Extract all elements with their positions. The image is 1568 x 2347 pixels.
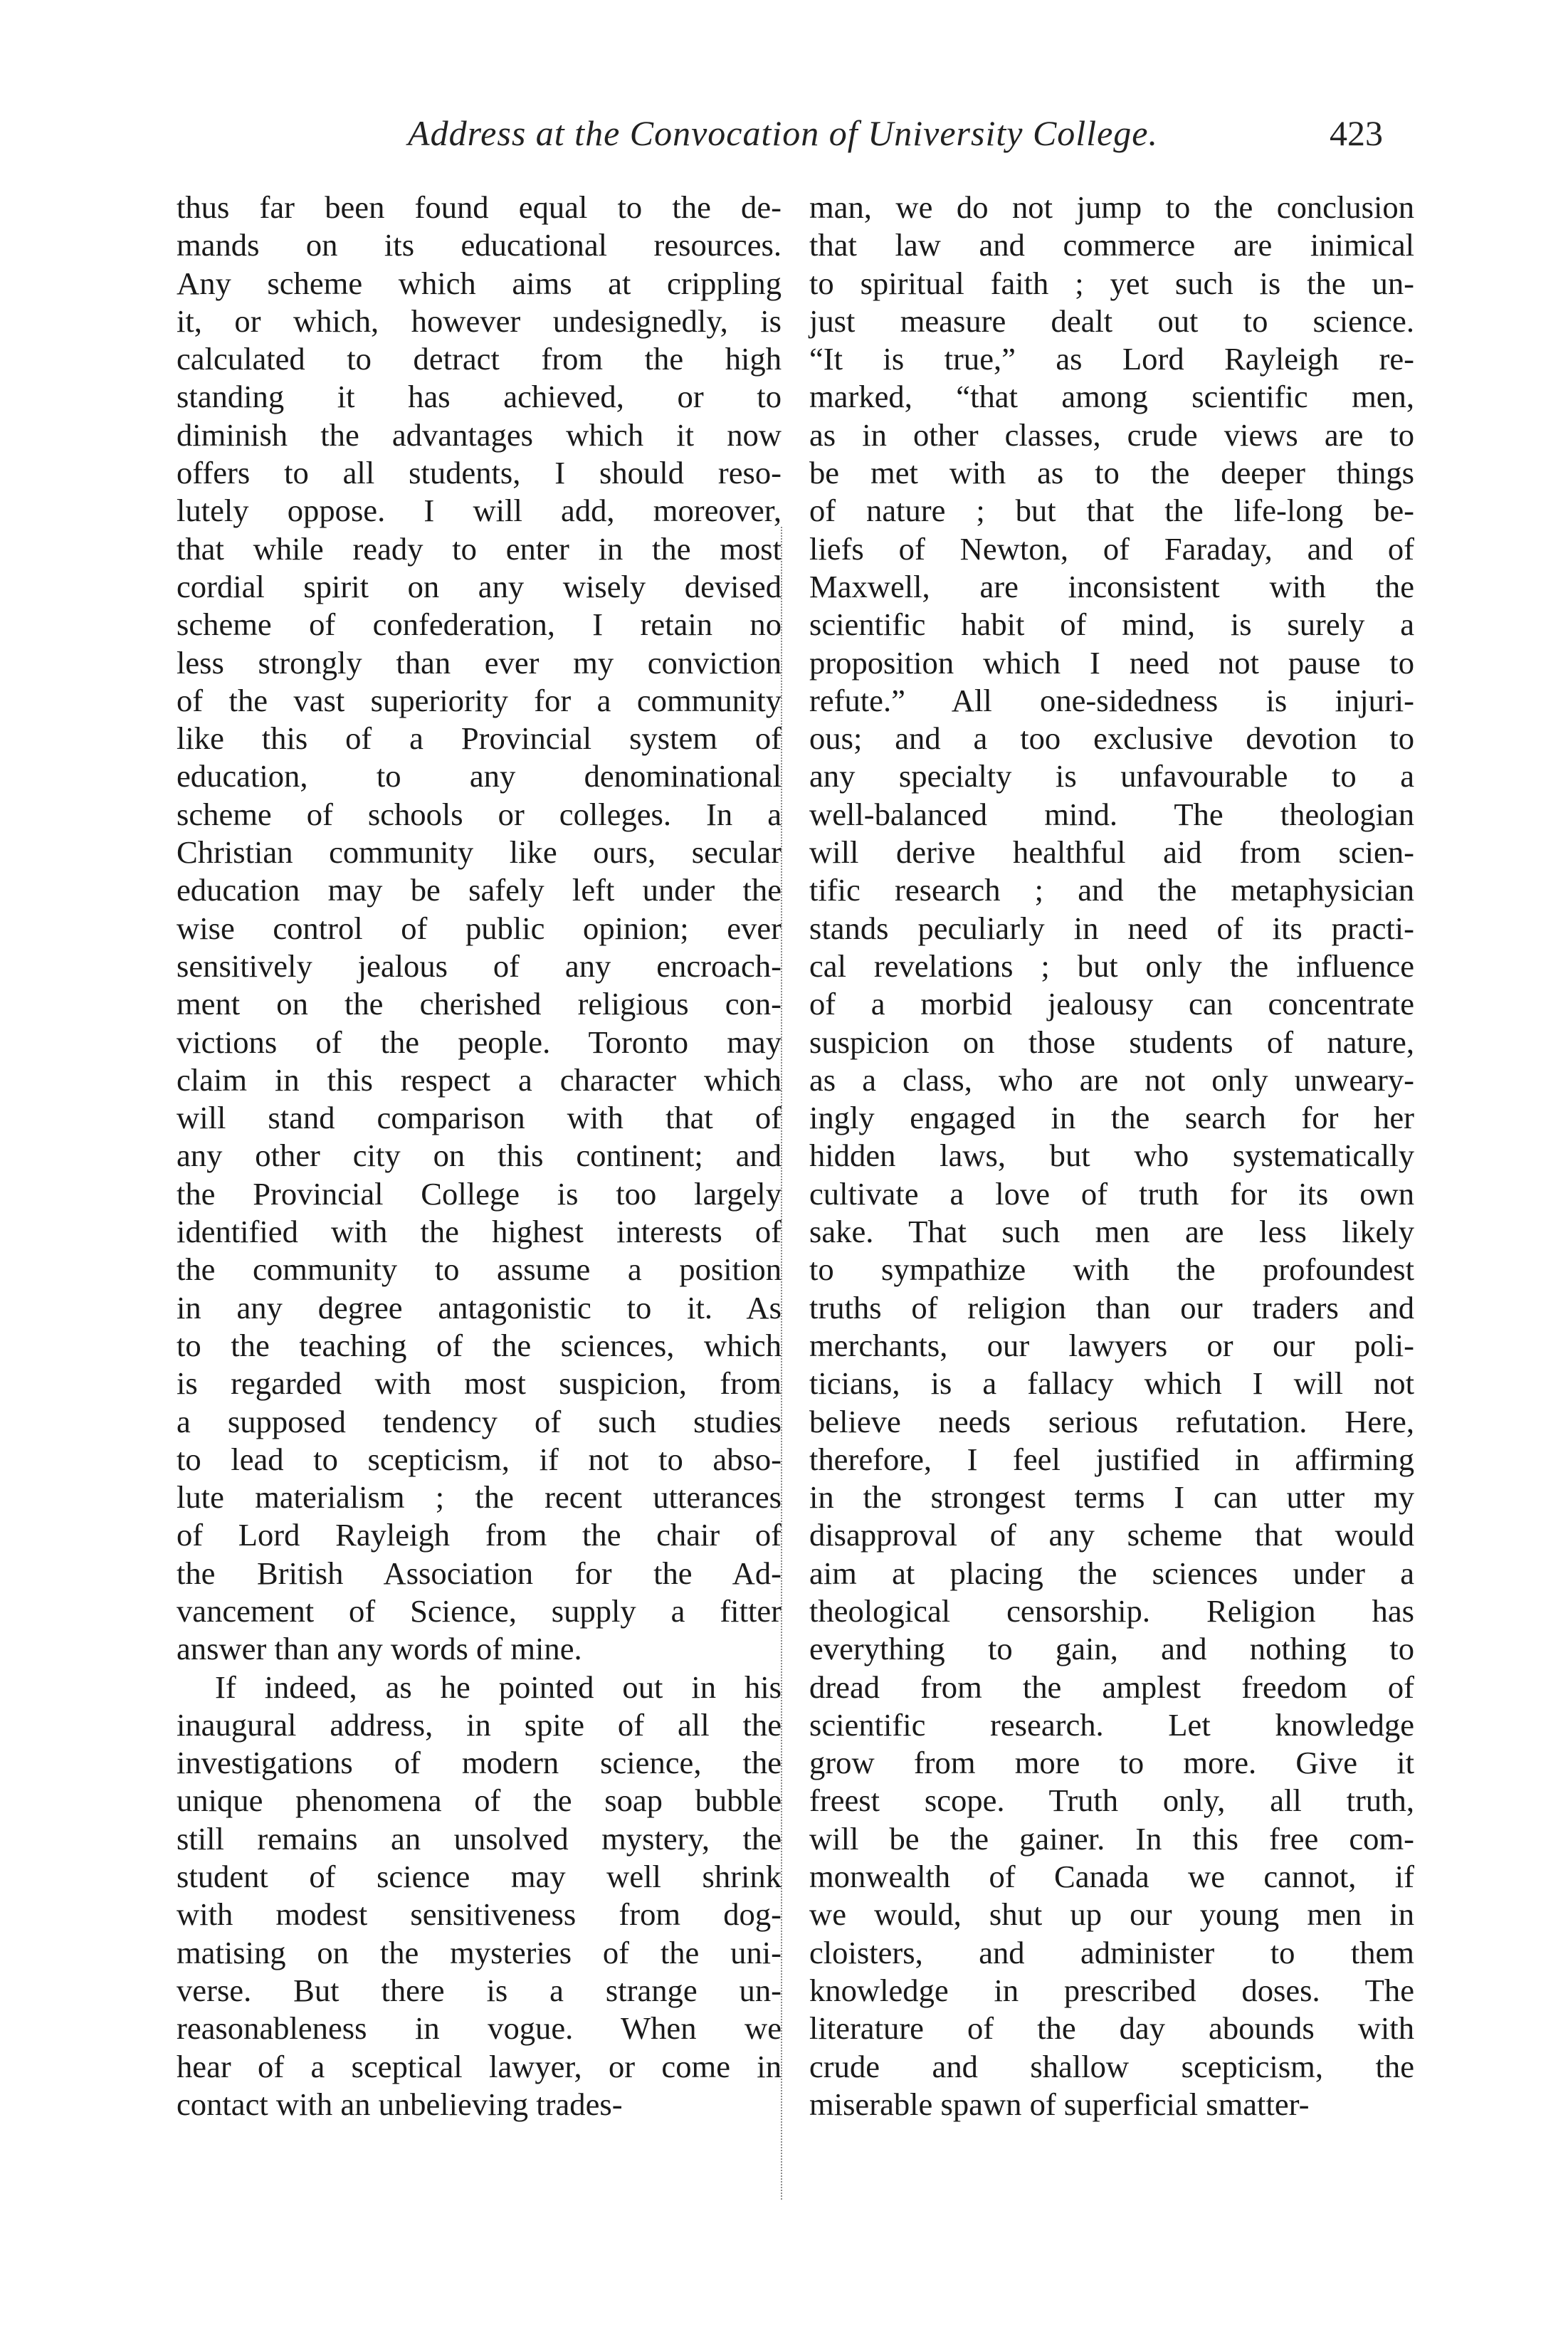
text-line: scheme of confederation, I retain no bbox=[177, 607, 782, 643]
text-line: knowledge in prescribed doses. The bbox=[809, 1972, 1414, 2008]
text-line: be met with as to the deeper things bbox=[809, 455, 1414, 491]
text-line: as in other classes, crude views are to bbox=[809, 416, 1414, 453]
text-line: monwealth of Canada we cannot, if bbox=[809, 1859, 1414, 1895]
text-line: as a class, who are not only unweary- bbox=[809, 1061, 1414, 1098]
text-line: still remains an unsolved mystery, the bbox=[177, 1820, 782, 1857]
text-line: to the teaching of the sciences, which bbox=[177, 1327, 782, 1363]
text-line: to sympathize with the profoundest bbox=[809, 1251, 1414, 1288]
text-line: diminish the advantages which it now bbox=[177, 416, 782, 453]
column-divider bbox=[781, 527, 782, 2200]
text-line: the Provincial College is too largely bbox=[177, 1175, 782, 1212]
text-line: unique phenomena of the soap bubble bbox=[177, 1782, 782, 1819]
text-line: just measure dealt out to science. bbox=[809, 303, 1414, 339]
text-line: wise control of public opinion; ever bbox=[177, 910, 782, 946]
text-line: theological censorship. Religion has bbox=[809, 1592, 1414, 1629]
text-line: education may be safely left under the bbox=[177, 872, 782, 908]
text-line: well-balanced mind. The theologian bbox=[809, 796, 1414, 832]
text-line: refute.” All one-sidedness is injuri- bbox=[809, 682, 1414, 718]
text-line: standing it has achieved, or to bbox=[177, 379, 782, 415]
text-line: liefs of Newton, of Faraday, and of bbox=[809, 530, 1414, 567]
text-line: tific research ; and the metaphysician bbox=[809, 872, 1414, 908]
text-line: student of science may well shrink bbox=[177, 1859, 782, 1895]
text-line: scientific habit of mind, is surely a bbox=[809, 607, 1414, 643]
text-line: verse. But there is a strange un- bbox=[177, 1972, 782, 2008]
text-line: will derive healthful aid from scien- bbox=[809, 834, 1414, 871]
text-line: ingly engaged in the search for her bbox=[809, 1100, 1414, 1136]
text-line: cal revelations ; but only the influence bbox=[809, 947, 1414, 984]
text-line: lute materialism ; the recent utterances bbox=[177, 1479, 782, 1516]
text-line: disapproval of any scheme that would bbox=[809, 1517, 1414, 1553]
text-line: like this of a Provincial system of bbox=[177, 720, 782, 757]
text-line: we would, shut up our young men in bbox=[809, 1896, 1414, 1933]
text-line: to lead to scepticism, if not to abso- bbox=[177, 1441, 782, 1477]
text-line: crude and shallow scepticism, the bbox=[809, 2048, 1414, 2084]
text-line: of Lord Rayleigh from the chair of bbox=[177, 1517, 782, 1553]
text-line: scheme of schools or colleges. In a bbox=[177, 796, 782, 832]
text-line: of nature ; but that the life-long be- bbox=[809, 493, 1414, 529]
text-line: therefore, I feel justified in affirming bbox=[809, 1441, 1414, 1477]
text-line: reasonableness in vogue. When we bbox=[177, 2010, 782, 2047]
text-line: miserable spawn of superficial smatter- bbox=[809, 2086, 1310, 2122]
text-line: proposition which I need not pause to bbox=[809, 644, 1414, 681]
text-line: answer than any words of mine. bbox=[177, 1631, 582, 1667]
text-line: sensitively jealous of any encroach- bbox=[177, 947, 782, 984]
text-line: hear of a sceptical lawyer, or come in bbox=[177, 2048, 782, 2084]
text-line: that law and commerce are inimical bbox=[809, 227, 1414, 263]
text-line: literature of the day abounds with bbox=[809, 2010, 1414, 2047]
text-line: Maxwell, are inconsistent with the bbox=[809, 568, 1414, 604]
text-line: “It is true,” as Lord Rayleigh re- bbox=[809, 341, 1414, 377]
text-line: less strongly than ever my conviction bbox=[177, 644, 782, 681]
text-line: will stand comparison with that of bbox=[177, 1100, 782, 1136]
text-line: everything to gain, and nothing to bbox=[809, 1631, 1414, 1667]
text-line: hidden laws, but who systematically bbox=[809, 1138, 1414, 1174]
text-line: aim at placing the sciences under a bbox=[809, 1555, 1414, 1591]
text-line: with modest sensitiveness from dog- bbox=[177, 1896, 782, 1933]
text-line: ment on the cherished religious con- bbox=[177, 986, 782, 1022]
text-line: that while ready to enter in the most bbox=[177, 530, 782, 567]
text-line: a supposed tendency of such studies bbox=[177, 1403, 782, 1439]
text-line: offers to all students, I should reso- bbox=[177, 455, 782, 491]
text-line: of a morbid jealousy can concentrate bbox=[809, 986, 1414, 1022]
page-number: 423 bbox=[1330, 113, 1383, 153]
text-line: man, we do not jump to the conclusion bbox=[809, 189, 1414, 225]
running-head bbox=[178, 112, 1388, 154]
text-line: thus far been found equal to the de- bbox=[177, 189, 782, 225]
text-line: marked, “that among scientific men, bbox=[809, 379, 1414, 415]
text-line: will be the gainer. In this free com- bbox=[809, 1820, 1414, 1857]
text-line: it, or which, however undesignedly, is bbox=[177, 303, 782, 339]
text-line: Christian community like ours, secular bbox=[177, 834, 782, 871]
text-line: of the vast superiority for a community bbox=[177, 682, 782, 718]
text-line: vancement of Science, supply a fitter bbox=[177, 1592, 782, 1629]
text-line: the community to assume a position bbox=[177, 1251, 782, 1288]
text-line: cloisters, and administer to them bbox=[809, 1934, 1414, 1970]
text-line: ous; and a too exclusive devotion to bbox=[809, 720, 1414, 757]
text-line: claim in this respect a character which bbox=[177, 1061, 782, 1098]
left-column bbox=[177, 189, 782, 2123]
text-line: ticians, is a fallacy which I will not bbox=[809, 1365, 1414, 1402]
text-line: victions of the people. Toronto may bbox=[177, 1024, 782, 1060]
text-line: suspicion on those students of nature, bbox=[809, 1024, 1414, 1060]
text-line: inaugural address, in spite of all the bbox=[177, 1706, 782, 1743]
text-line: cultivate a love of truth for its own bbox=[809, 1175, 1414, 1212]
text-line: is regarded with most suspicion, from bbox=[177, 1365, 782, 1402]
text-line: any specialty is unfavourable to a bbox=[809, 758, 1414, 794]
text-line: scientific research. Let knowledge bbox=[809, 1706, 1414, 1743]
text-line: to spiritual faith ; yet such is the un- bbox=[809, 265, 1414, 301]
text-line: freest scope. Truth only, all truth, bbox=[809, 1782, 1414, 1819]
text-line: calculated to detract from the high bbox=[177, 341, 782, 377]
text-line: merchants, our lawyers or our poli- bbox=[809, 1327, 1414, 1363]
text-line: truths of religion than our traders and bbox=[809, 1289, 1414, 1325]
text-line: believe needs serious refutation. Here, bbox=[809, 1403, 1414, 1439]
text-line: identified with the highest interests of bbox=[177, 1214, 782, 1250]
text-line: Any scheme which aims at crippling bbox=[177, 265, 782, 301]
text-line: lutely oppose. I will add, moreover, bbox=[177, 493, 782, 529]
text-line: investigations of modern science, the bbox=[177, 1745, 782, 1781]
text-line: mands on its educational resources. bbox=[177, 227, 782, 263]
text-line: stands peculiarly in need of its practi- bbox=[809, 910, 1414, 946]
text-line: the British Association for the Ad- bbox=[177, 1555, 782, 1591]
text-line: contact with an unbelieving trades- bbox=[177, 2086, 623, 2122]
text-line: sake. That such men are less likely bbox=[809, 1214, 1414, 1250]
right-column bbox=[809, 189, 1414, 2123]
text-line: If indeed, as he pointed out in his bbox=[215, 1669, 782, 1705]
running-title: Address at the Convocation of University College. bbox=[408, 113, 1158, 153]
text-line: education, to any denominational bbox=[177, 758, 782, 794]
text-line: cordial spirit on any wisely devised bbox=[177, 568, 782, 604]
text-line: in any degree antagonistic to it. As bbox=[177, 1289, 782, 1325]
text-line: grow from more to more. Give it bbox=[809, 1745, 1414, 1781]
text-line: matising on the mysteries of the uni- bbox=[177, 1934, 782, 1970]
text-line: in the strongest terms I can utter my bbox=[809, 1479, 1414, 1516]
text-line: any other city on this continent; and bbox=[177, 1138, 782, 1174]
text-line: dread from the amplest freedom of bbox=[809, 1669, 1414, 1705]
